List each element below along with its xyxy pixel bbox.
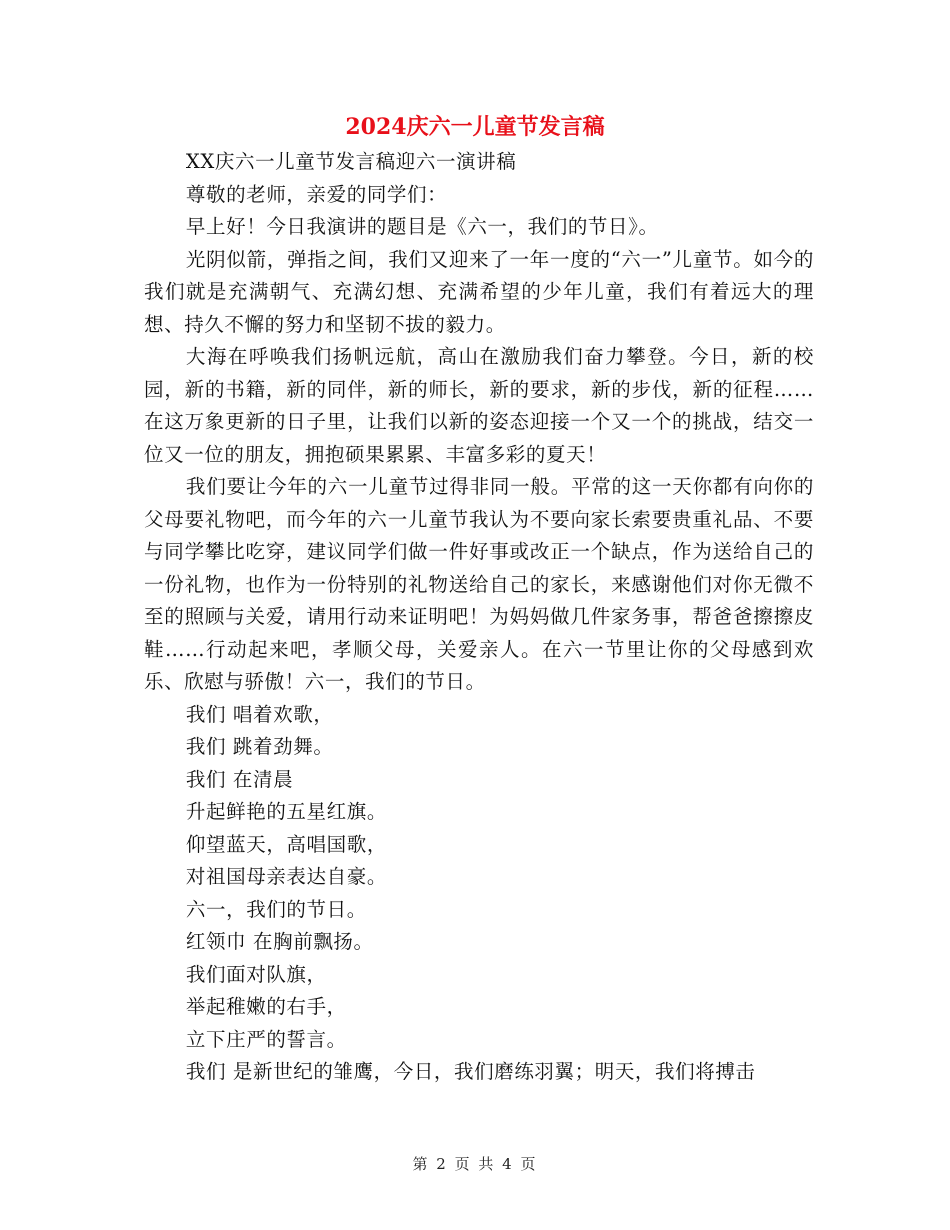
poem-line: 我们 跳着劲舞。 — [185, 735, 334, 758]
poem-line: 举起稚嫩的右手， — [185, 995, 347, 1018]
poem-line: 对祖国母亲表达自豪。 — [185, 865, 387, 888]
paragraph: 我们要让今年的六一儿童节过得非同一般。平常的这一天你都有向你的父母要礼物吧，而今年的六一儿童节我认为不要向家长索要贵重礼品、不要与同学攀比吃穿，建议同学们做一件好事或改正一个缺点，作为送给自己的一份礼物，也作为一份特别的礼物送给自己的家长，来感谢他们对你无微不至的照顾与关爱，请用行动来证明吧！为妈妈做几件家务事，帮爸爸擦擦皮鞋……行动起来吧，孝顺父母，关爱亲人。在六一节里让你的父母感到欢乐、欣慰与骄傲！六一，我们的节日。 — [144, 475, 814, 693]
poem-line: 立下庄严的誓言。 — [185, 1027, 347, 1051]
poem-line: 我们面对队旗， — [185, 962, 327, 986]
paragraph: 尊敬的老师，亲爱的同学们： — [185, 182, 448, 206]
poem-line: 红领巾 在胸前飘扬。 — [185, 930, 374, 953]
poem-line: 我们 唱着欢歌， — [185, 702, 334, 726]
page-number-footer: 第 2 页 共 4 页 — [412, 1155, 538, 1173]
paragraph: 光阴似箭，弹指之间，我们又迎来了一年一度的“六一”儿童节。如今的我们就是充满朝气、充满幻想、充满希望的少年儿童，我们有着远大的理想、持久不懈的努力和坚韧不拔的毅力。 — [144, 247, 814, 336]
document-title: 2024庆六一儿童节发言稿 — [345, 114, 605, 140]
poem-line: 六一，我们的节日。 — [185, 897, 367, 921]
poem-line: 我们 在清晨 — [185, 767, 294, 791]
paragraph: 我们 是新世纪的雏鹰，今日，我们磨练羽翼；明天，我们将搏击 — [185, 1060, 756, 1083]
poem-line: 仰望蓝天，高唱国歌， — [185, 832, 387, 856]
document-body — [144, 146, 814, 1089]
paragraph: 早上好！今日我演讲的题目是《六一，我们的节日》。 — [185, 215, 659, 238]
poem-line: 升起鲜艳的五星红旗。 — [185, 800, 387, 823]
paragraph: 大海在呼唤我们扬帆远航，高山在激励我们奋力攀登。今日，新的校园，新的书籍，新的同伴，新的师长，新的要求，新的步伐，新的征程……在这万象更新的日子里，让我们以新的姿态迎接一个又一个的挑战，结交一位又一位的朋友，拥抱硕果累累、丰富多彩的夏天！ — [144, 345, 814, 466]
paragraph: XX庆六一儿童节发言稿迎六一演讲稿 — [185, 150, 517, 173]
